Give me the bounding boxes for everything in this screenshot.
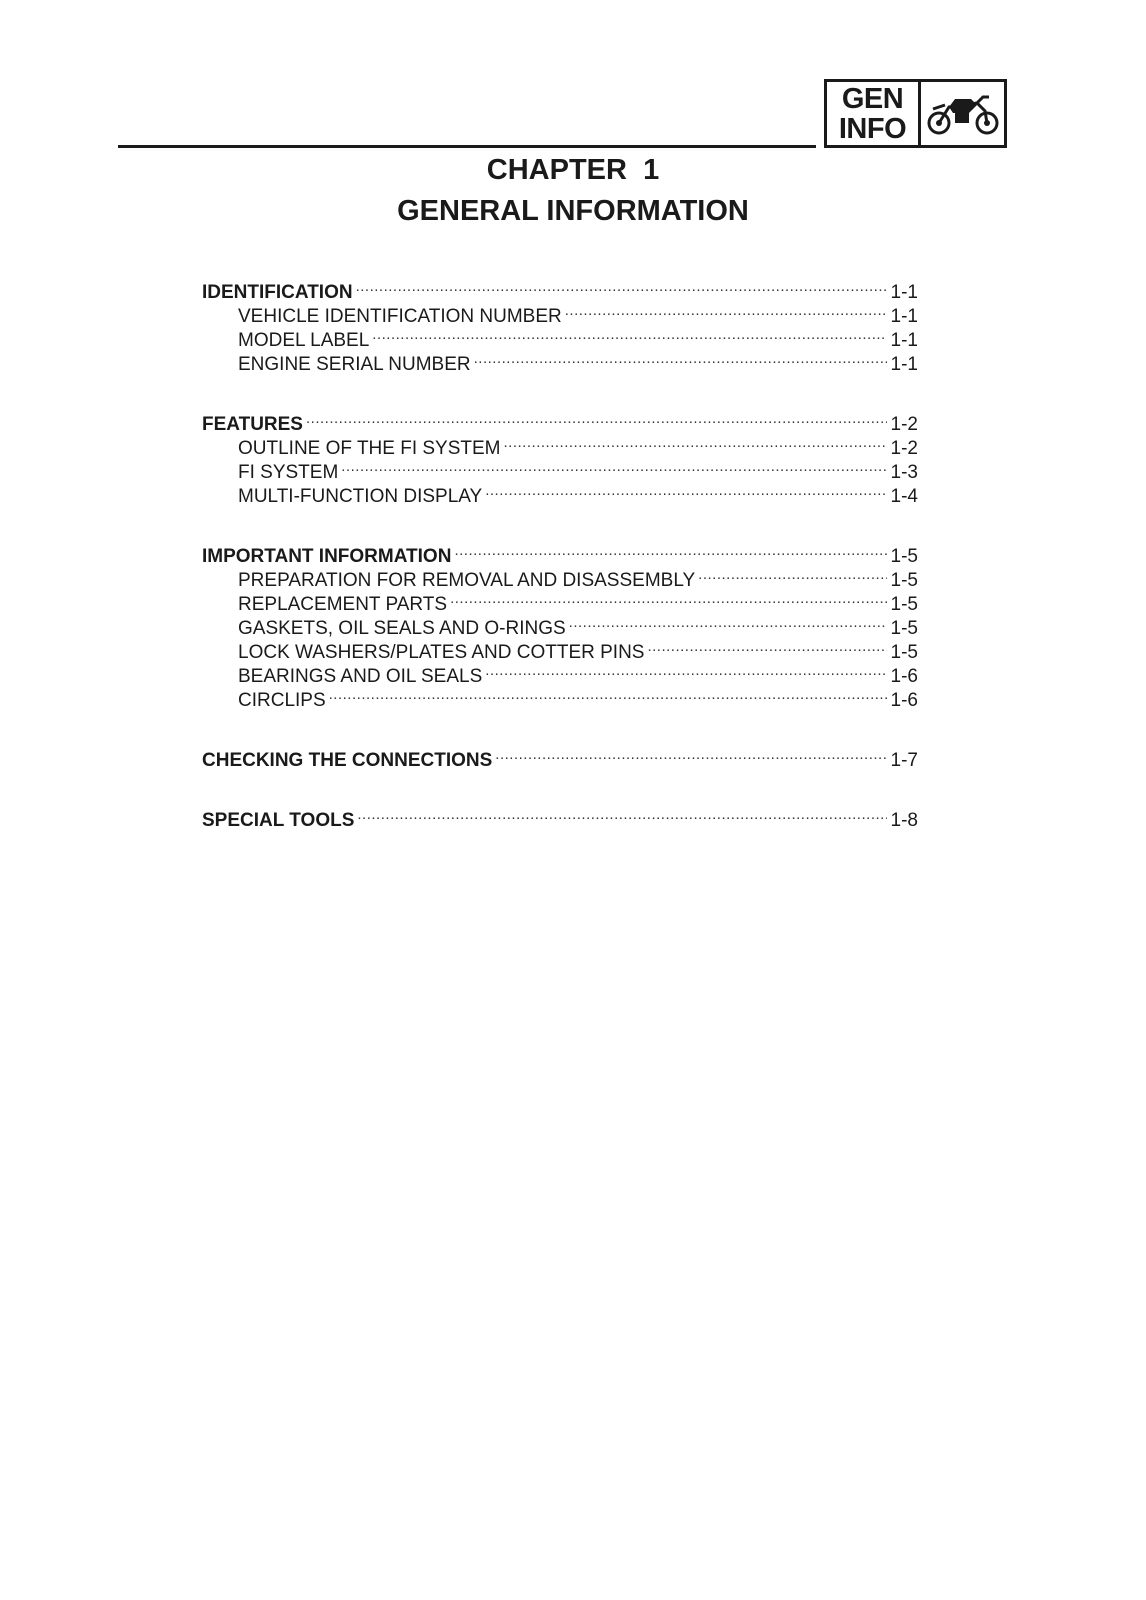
toc-section	[202, 406, 918, 507]
toc-entry-title: FEATURES	[202, 414, 303, 435]
dot-leader	[329, 682, 887, 706]
toc-entry-title: CHECKING THE CONNECTIONS	[202, 750, 493, 771]
toc-subentry[interactable]	[202, 430, 918, 459]
toc-section-heading[interactable]	[202, 538, 918, 567]
toc-entry-page: 1-3	[890, 462, 918, 483]
toc-entry-page: 1-2	[890, 438, 918, 459]
dot-leader	[504, 430, 887, 454]
dot-leader	[341, 454, 887, 478]
dot-leader	[306, 406, 887, 430]
toc-section	[202, 538, 918, 711]
toc-entry-title: REPLACEMENT PARTS	[238, 594, 448, 615]
toc-entry-title: MODEL LABEL	[238, 330, 370, 351]
badge-line-gen: GEN	[841, 82, 904, 115]
toc-section	[202, 802, 918, 831]
chapter-title: CHAPTER 1	[486, 154, 660, 186]
toc-section-heading[interactable]	[202, 274, 918, 303]
toc-entry-page: 1-4	[890, 486, 918, 507]
toc-entry-page: 1-1	[890, 282, 918, 303]
chapter-subtitle: GENERAL INFORMATION	[397, 195, 749, 227]
dot-leader	[495, 742, 887, 766]
toc-entry-page: 1-5	[890, 594, 918, 615]
toc-entry-title: BEARINGS AND OIL SEALS	[238, 666, 483, 687]
dot-leader	[372, 322, 887, 346]
toc-entry-page: 1-1	[890, 306, 918, 327]
toc-entry-page: 1-8	[890, 810, 918, 831]
dot-leader	[474, 346, 887, 370]
table-of-contents	[202, 274, 918, 862]
toc-entry-page: 1-2	[890, 414, 918, 435]
dot-leader	[647, 634, 887, 658]
dot-leader	[569, 610, 887, 634]
dot-leader	[357, 802, 887, 826]
toc-section	[202, 274, 918, 375]
dot-leader	[485, 478, 887, 502]
dot-leader	[698, 562, 887, 586]
toc-entry-page: 1-6	[890, 666, 918, 687]
section-badge	[824, 79, 1007, 148]
toc-entry-title: PREPARATION FOR REMOVAL AND DISASSEMBLY	[238, 570, 696, 591]
badge-line-info: INFO	[838, 112, 907, 145]
toc-entry-title: OUTLINE OF THE FI SYSTEM	[238, 438, 501, 459]
badge-label	[827, 82, 921, 145]
dot-leader	[454, 538, 887, 562]
toc-section-heading[interactable]	[202, 742, 918, 771]
toc-entry-title: GASKETS, OIL SEALS AND O-RINGS	[238, 618, 566, 639]
toc-entry-title: VEHICLE IDENTIFICATION NUMBER	[238, 306, 562, 327]
toc-entry-title: CIRCLIPS	[238, 690, 326, 711]
motorcycle-icon	[921, 82, 1004, 145]
toc-entry-title: IMPORTANT INFORMATION	[202, 546, 452, 567]
toc-entry-title: FI SYSTEM	[238, 462, 339, 483]
toc-entry-page: 1-1	[890, 330, 918, 351]
toc-entry-page: 1-5	[890, 618, 918, 639]
toc-entry-title: SPECIAL TOOLS	[202, 810, 355, 831]
toc-entry-title: ENGINE SERIAL NUMBER	[238, 354, 471, 375]
toc-entry-title: IDENTIFICATION	[202, 282, 353, 303]
toc-entry-page: 1-5	[890, 546, 918, 567]
toc-entry-page: 1-5	[890, 642, 918, 663]
dot-leader	[565, 298, 887, 322]
header-rule	[118, 145, 816, 148]
toc-entry-page: 1-1	[890, 354, 918, 375]
dot-leader	[356, 274, 887, 298]
dot-leader	[450, 586, 887, 610]
toc-entry-page: 1-5	[890, 570, 918, 591]
toc-entry-page: 1-6	[890, 690, 918, 711]
toc-entry-title: MULTI-FUNCTION DISPLAY	[238, 486, 483, 507]
toc-entry-page: 1-7	[890, 750, 918, 771]
toc-section	[202, 742, 918, 771]
toc-entry-title: LOCK WASHERS/PLATES AND COTTER PINS	[238, 642, 645, 663]
toc-section-heading[interactable]	[202, 406, 918, 435]
toc-section-heading[interactable]	[202, 802, 918, 831]
dot-leader	[485, 658, 887, 682]
